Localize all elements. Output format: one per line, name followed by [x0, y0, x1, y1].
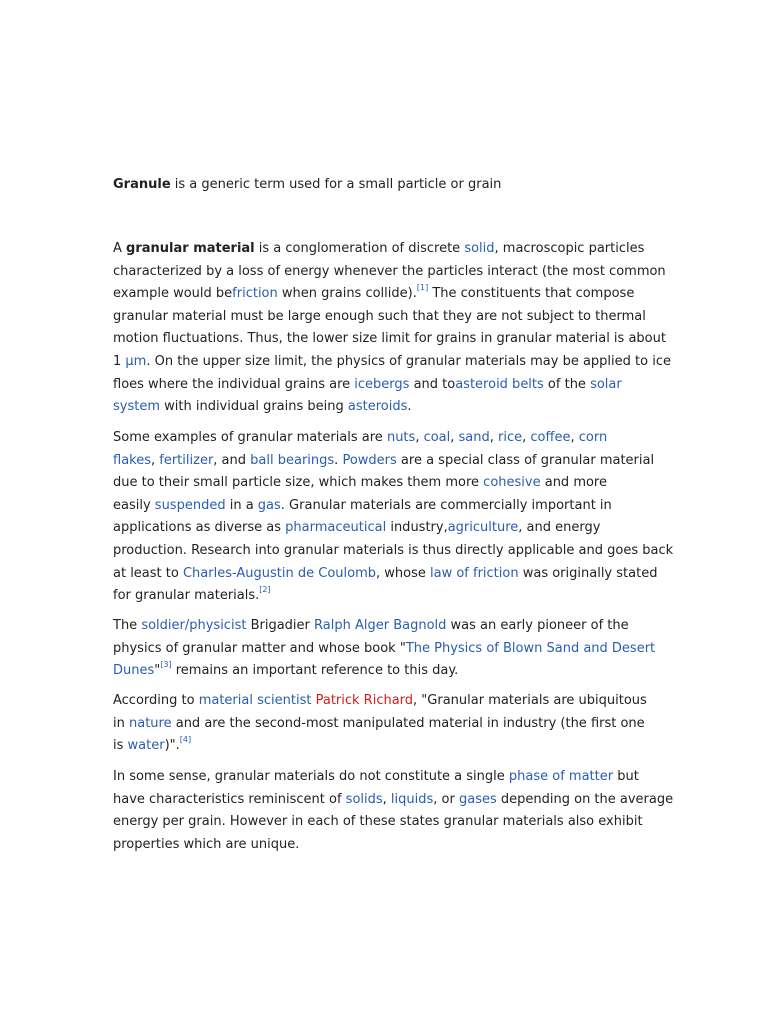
link-book-title-part1[interactable]: The Physics of Blown Sand and Desert	[405, 640, 656, 656]
citation-3[interactable]: [3]	[160, 659, 172, 669]
link-powders[interactable]: Powders	[342, 452, 397, 468]
link-material-scientist[interactable]: material scientist	[198, 693, 312, 708]
link-fertilizer[interactable]: fertilizer	[159, 452, 214, 468]
link-bagnold[interactable]: Ralph Alger Bagnold	[314, 618, 447, 633]
term-granule: Granule	[113, 177, 171, 192]
paragraph-richard-quote: According to material scientist Patrick Richard, "Granular materials are ubiquitous in nature and are the second-most manipulated material in industry (the first one is water)".[4]	[113, 693, 647, 754]
citation-2[interactable]: [2]	[259, 584, 271, 594]
term-granular-material: granular material	[126, 241, 255, 256]
paragraph-examples: Some examples of granular materials are nuts, coal, sand, rice, coffee, corn flakes, fertilizer, and ball bearings. Powders are a special class of granular material due to their small particle size, which makes them more cohesive and more easily suspended in a gas. Granular materials are commercially important in applications as diverse as pharmaceutical industry,agriculture, and energy production. Research into granular materials is thus directly applicable and goes back at least to Charles-Augustin de Coulomb, whose law of friction was originally stated for granular materials.[2]	[113, 430, 674, 604]
link-friction[interactable]: friction	[232, 286, 278, 302]
link-patrick-richard[interactable]: Patrick Richard	[315, 693, 414, 708]
link-asteroid-belts[interactable]: asteroid belts	[455, 376, 544, 392]
link-liquids[interactable]: liquids	[390, 791, 434, 807]
link-asteroids[interactable]: asteroids	[347, 399, 408, 415]
link-micrometre[interactable]: μm	[125, 353, 147, 369]
link-ball-bearings[interactable]: ball bearings	[250, 452, 335, 468]
link-coffee[interactable]: coffee	[530, 430, 571, 445]
link-icebergs[interactable]: icebergs	[354, 376, 410, 392]
intro-paragraph: Granule is a generic term used for a small particle or grain	[113, 177, 502, 192]
link-sand[interactable]: sand	[458, 430, 490, 445]
link-soldier-physicist[interactable]: soldier/physicist	[141, 618, 247, 633]
link-corn-flakes-part2[interactable]: flakes	[113, 452, 151, 468]
citation-4[interactable]: [4]	[179, 734, 192, 744]
link-water[interactable]: water	[127, 738, 165, 754]
link-solids[interactable]: solids	[345, 791, 383, 807]
link-solar-system-part2[interactable]: system	[113, 399, 160, 415]
paragraph-granular-material: A granular material is a conglomeration of discrete solid, macroscopic particles characterized by a loss of energy whenever the particles interact (the most common example would befriction when grains collide).[1] The constituents that compose granular material must be large enough such that they are not subject to thermal motion fluctuations. Thus, the lower size limit for grains in granular material is about 1 μm. On the upper size limit, the physics of granular materials may be applied to ice floes where the individual grains are icebergs and toasteroid belts of the solar system with individual grains being asteroids.	[113, 241, 671, 415]
link-pharmaceutical[interactable]: pharmaceutical	[285, 520, 387, 536]
link-suspended[interactable]: suspended	[154, 497, 226, 513]
paragraph-bagnold: The soldier/physicist Brigadier Ralph Alger Bagnold was an early pioneer of the physics of granular matter and whose book "The Physics of Blown Sand and Desert Dunes"[3] remains an important reference to this day.	[113, 618, 656, 679]
link-gases[interactable]: gases	[458, 791, 497, 807]
link-corn-flakes-part1[interactable]: corn	[578, 430, 608, 445]
link-coulomb[interactable]: Charles-Augustin de Coulomb	[182, 565, 376, 581]
link-book-title-part2[interactable]: Dunes	[113, 663, 155, 679]
link-solid[interactable]: solid	[464, 241, 495, 256]
link-cohesive[interactable]: cohesive	[483, 475, 541, 491]
link-law-of-friction[interactable]: law of friction	[430, 565, 519, 581]
paragraph-phase-of-matter: In some sense, granular materials do not constitute a single phase of matter but have characteristics reminiscent of solids, liquids, or gases depending on the average energy per grain. However in each of these states granular materials also exhibit properties which are unique.	[113, 769, 674, 852]
link-gas[interactable]: gas	[257, 497, 281, 513]
citation-1[interactable]: [1]	[416, 282, 429, 292]
link-phase-of-matter[interactable]: phase of matter	[508, 769, 614, 784]
link-coal[interactable]: coal	[423, 430, 451, 445]
link-solar-system-part1[interactable]: solar	[590, 376, 622, 392]
link-nuts[interactable]: nuts	[386, 430, 416, 445]
link-rice[interactable]: rice	[498, 430, 523, 445]
link-agriculture[interactable]: agriculture	[447, 520, 519, 536]
link-nature[interactable]: nature	[128, 715, 172, 731]
